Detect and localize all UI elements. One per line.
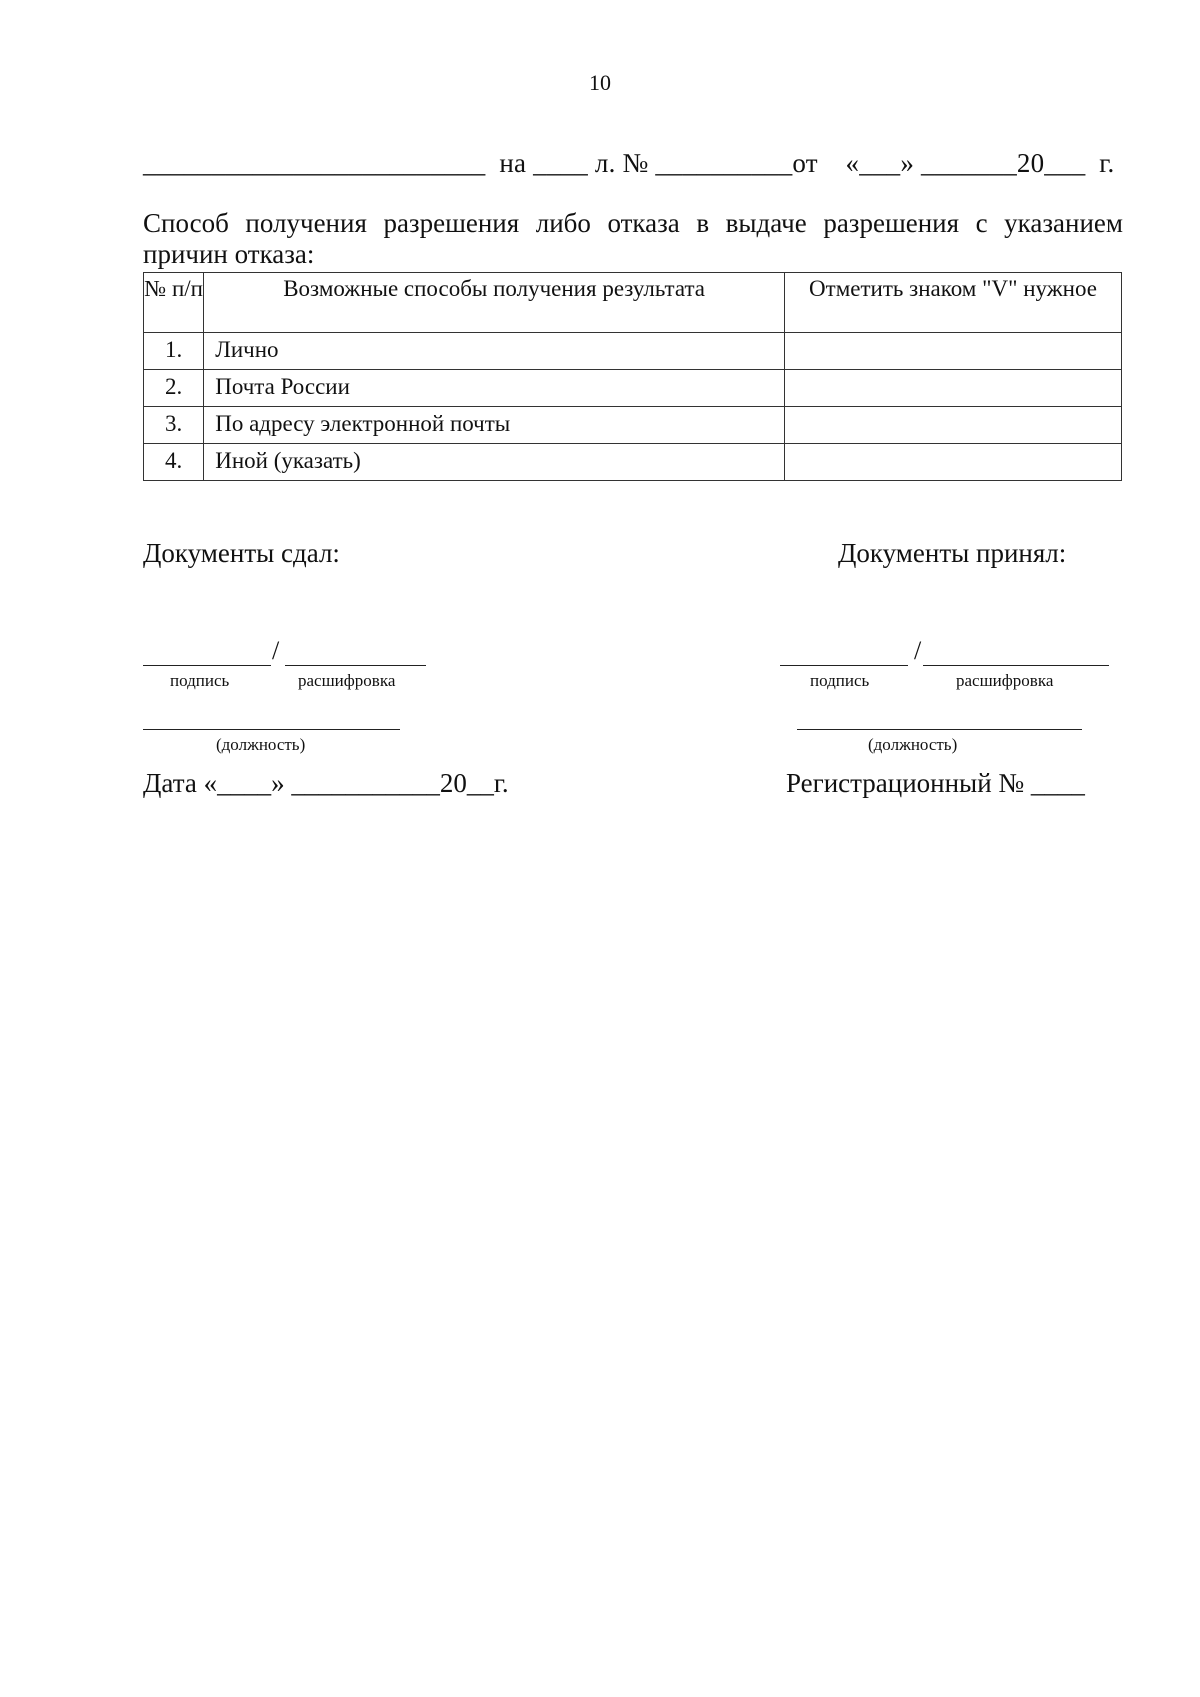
header-number: № п/п [144,273,204,333]
row-mark-cell[interactable] [784,333,1121,370]
header-method: Возможные способы получения результата [204,273,785,333]
row-mark-cell[interactable] [784,370,1121,407]
accepted-decoding-caption: расшифровка [956,671,1054,690]
table-row [144,370,1122,407]
accepted-decoding-line[interactable] [923,665,1109,666]
row-method: Почта России [204,370,785,407]
date-line: Дата «____» ___________20__г. [143,768,509,798]
registration-number-line: Регистрационный № ____ [786,768,1085,798]
table-header-row [144,273,1122,333]
submitted-decoding-line[interactable] [285,665,426,666]
documents-submitted-title: Документы сдал: [143,538,340,568]
submitted-position-caption: (должность) [216,735,306,754]
submitted-decoding-caption: расшифровка [298,671,396,690]
row-method: По адресу электронной почты [204,407,785,444]
accepted-signature-line[interactable] [780,665,908,666]
row-number: 3. [144,407,204,444]
table-row [144,407,1122,444]
accepted-position-line[interactable] [797,729,1082,730]
document-reference-line: _________________________ на ____ л. № __________от «___» _______20___ г. [143,148,1115,178]
row-mark-cell[interactable] [784,444,1121,481]
page-number: 10 [589,70,611,95]
accepted-position-caption: (должность) [868,735,958,754]
accepted-slash: / [914,636,922,665]
documents-accepted-title: Документы принял: [838,538,1067,568]
table-row [144,444,1122,481]
header-mark: Отметить знаком "V" нужное [784,273,1121,333]
accepted-signature-caption: подпись [810,671,870,690]
row-number: 4. [144,444,204,481]
receipt-methods-table [143,272,1122,481]
submitted-signature-caption: подпись [170,671,230,690]
table-row [144,333,1122,370]
submitted-position-line[interactable] [143,729,400,730]
row-method: Иной (указать) [204,444,785,481]
receipt-method-intro: Способ получения разрешения либо отказа в выдаче разрешения с указанием причин отказа: [143,208,1123,269]
row-number: 1. [144,333,204,370]
submitted-signature-line[interactable] [143,665,271,666]
submitted-slash: / [272,636,280,665]
row-mark-cell[interactable] [784,407,1121,444]
row-method: Лично [204,333,785,370]
row-number: 2. [144,370,204,407]
